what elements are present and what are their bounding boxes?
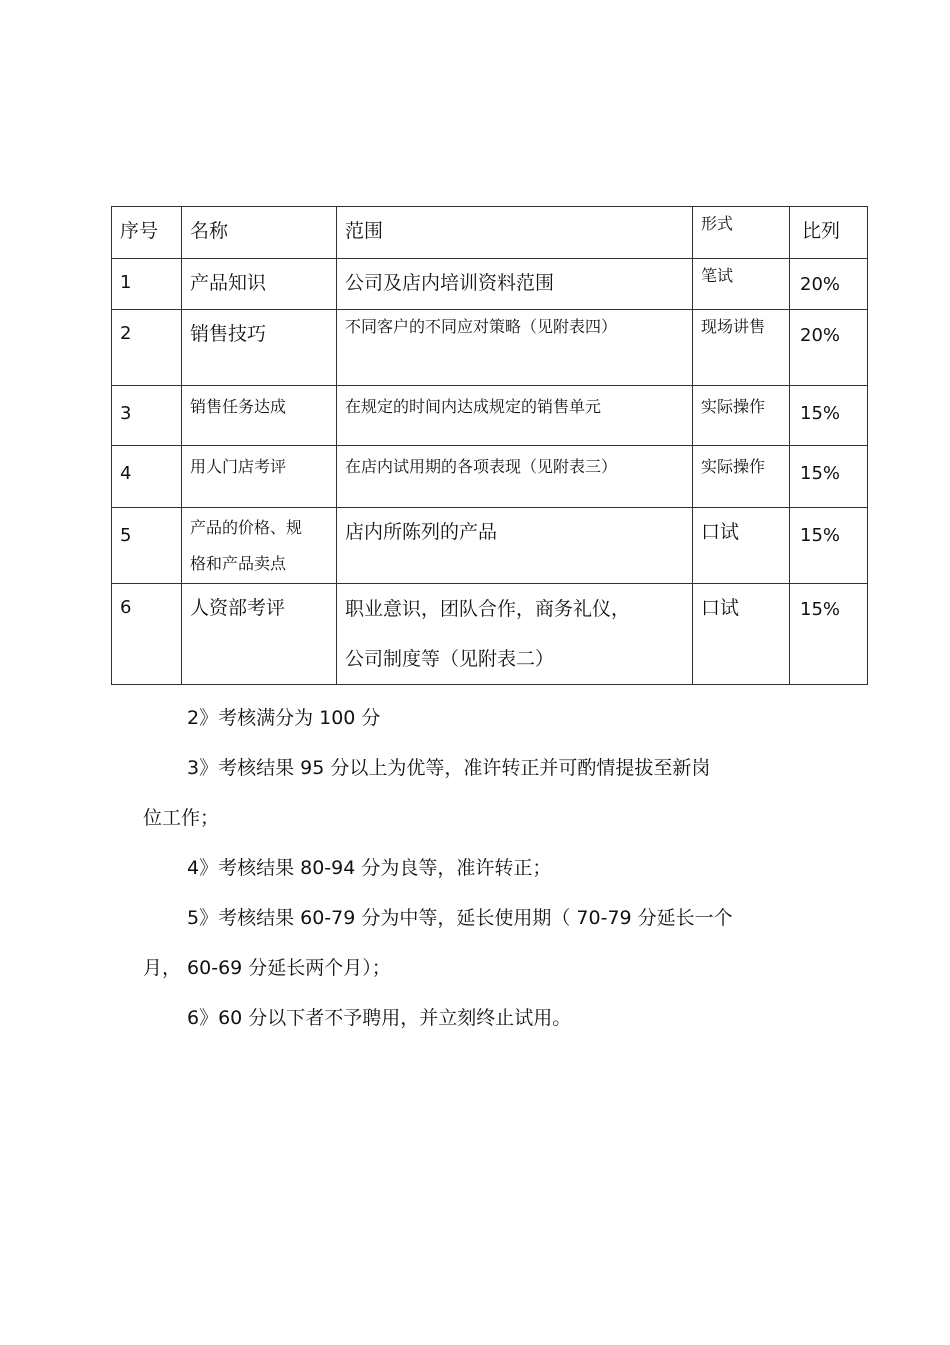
note-item-continuation: 月， 60-69 分延长两个月）；: [143, 957, 391, 979]
cell-ratio: 15%: [790, 446, 868, 508]
cell-ratio: 15%: [790, 508, 868, 584]
cell-form: 实际操作: [693, 386, 790, 446]
cell-name: 产品知识: [182, 259, 337, 310]
header-cell: 形式: [693, 207, 790, 259]
table-row: [112, 508, 868, 584]
name-line: 格和产品卖点: [190, 554, 287, 573]
cell-scope: 在规定的时间内达成规定的销售单元: [337, 386, 693, 446]
table-row: [112, 310, 868, 386]
cell-form: 笔试: [693, 259, 790, 310]
table-row: [112, 446, 868, 508]
cell-name: 人资部考评: [182, 584, 337, 685]
name-line: 产品的价格、规: [190, 518, 303, 537]
cell-no: 4: [112, 446, 182, 508]
note-item: 2》考核满分为 100 分: [187, 707, 381, 729]
note-item: 6》60 分以下者不予聘用，并立刻终止试用。: [187, 1007, 572, 1029]
cell-name: 销售技巧: [182, 310, 337, 386]
cell-form: 实际操作: [693, 446, 790, 508]
cell-form: 口试: [693, 584, 790, 685]
header-cell: 范围: [337, 207, 693, 259]
cell-ratio: 20%: [790, 310, 868, 386]
table-row: [112, 259, 868, 310]
cell-no: 6: [112, 584, 182, 685]
cell-ratio: 15%: [790, 386, 868, 446]
assessment-table: [111, 206, 868, 685]
cell-form: 口试: [693, 508, 790, 584]
cell-name: 销售任务达成: [182, 386, 337, 446]
cell-ratio: 15%: [790, 584, 868, 685]
header-cell: 比列: [790, 207, 868, 259]
cell-scope: [337, 584, 693, 685]
table-row: [112, 386, 868, 446]
notes-section: [143, 693, 803, 1043]
cell-name: 用人门店考评: [182, 446, 337, 508]
note-item: 3》考核结果 95 分以上为优等，准许转正并可酌情提拔至新岗: [187, 757, 711, 779]
header-cell: 名称: [182, 207, 337, 259]
cell-no: 3: [112, 386, 182, 446]
table-row: [112, 584, 868, 685]
cell-scope: 在店内试用期的各项表现（见附表三）: [337, 446, 693, 508]
scope-line: 职业意识，团队合作，商务礼仪，: [345, 598, 631, 620]
cell-scope: 公司及店内培训资料范围: [337, 259, 693, 310]
cell-ratio: 20%: [790, 259, 868, 310]
cell-form: 现场讲售: [693, 310, 790, 386]
cell-no: 2: [112, 310, 182, 386]
table-header-row: [112, 207, 868, 259]
note-item: 5》考核结果 60-79 分为中等，延长使用期（ 70-79 分延长一个: [187, 907, 733, 929]
cell-no: 1: [112, 259, 182, 310]
note-item: 4》考核结果 80-94 分为良等，准许转正；: [187, 857, 552, 879]
cell-no: 5: [112, 508, 182, 584]
cell-scope: 店内所陈列的产品: [337, 508, 693, 584]
cell-name: [182, 508, 337, 584]
header-cell: 序号: [112, 207, 182, 259]
scope-line: 公司制度等（见附表二）: [345, 648, 555, 670]
cell-scope: 不同客户的不同应对策略（见附表四）: [337, 310, 693, 386]
note-item-continuation: 位工作；: [143, 807, 220, 829]
